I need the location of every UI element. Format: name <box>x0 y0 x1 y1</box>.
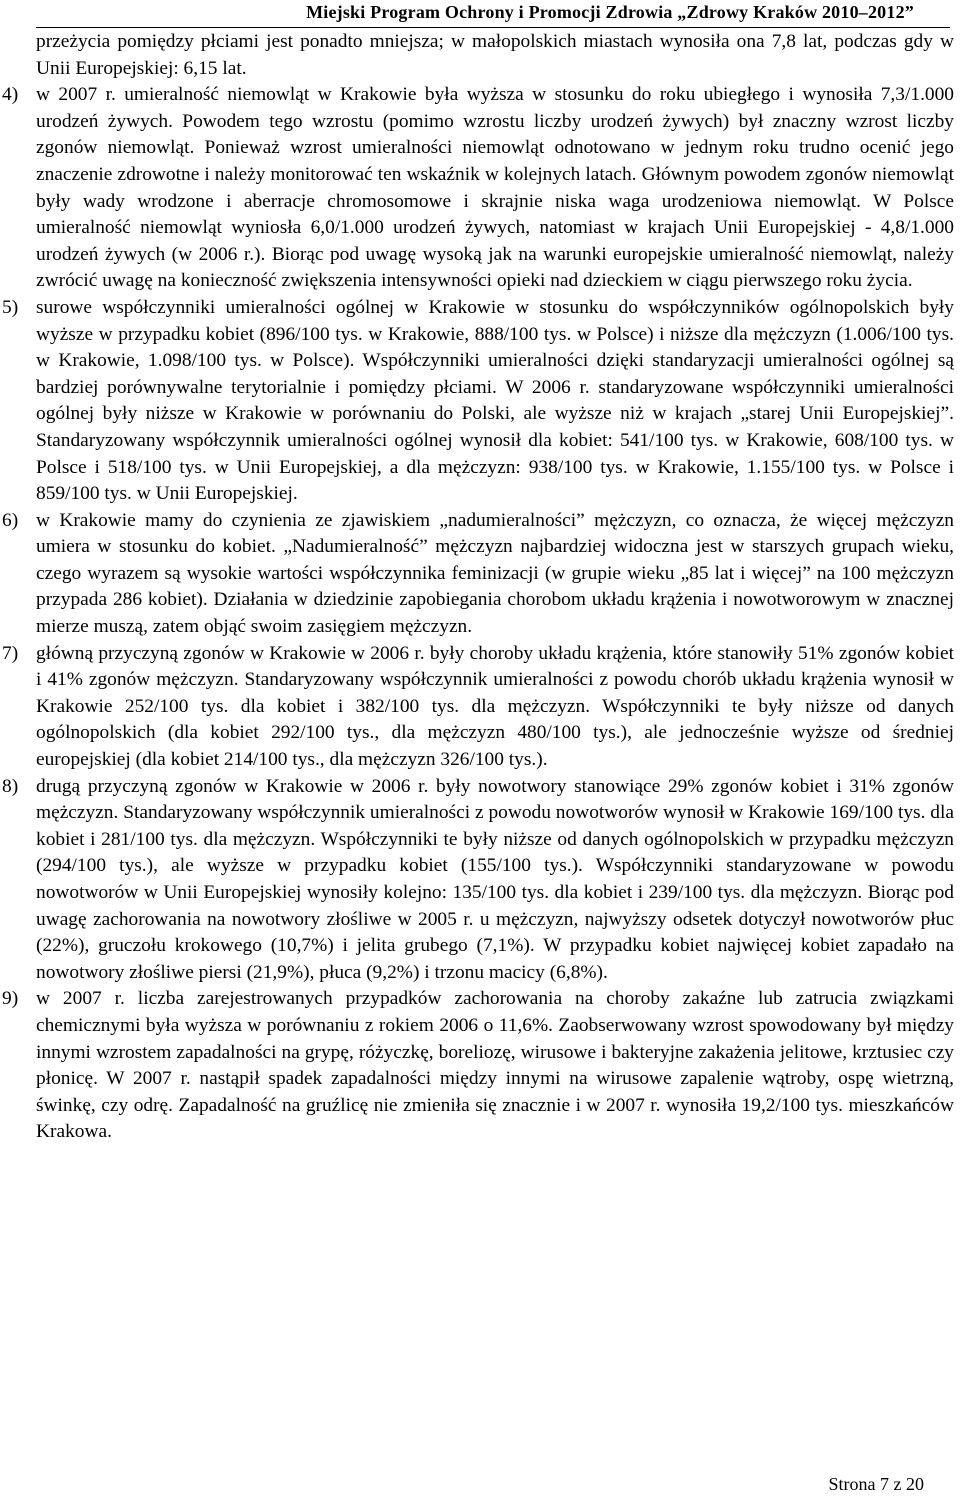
item-text: drugą przyczyną zgonów w Krakowie w 2006 r. były nowotwory stanowiące 29% zgonów kobiet i 31% zgonów mężczyzn. Standaryzowany współczynnik umieralności z powodu nowotworów wynosił w Krakowie 169/100 tys. dla kobiet i 281/100 tys. dla mężczyzn. Współczynniki te były niższe od danych ogólnopolskich w przypadku mężczyzn (294/100 tys.), ale wyższe w przypadku kobiet (155/100 tys.). Współczynniki standaryzowane w powodu nowotworów w Unii Europejskiej wynosiły kolejno: 135/100 tys. dla kobiet i 239/100 tys. dla mężczyzn. Biorąc pod uwagę zachorowania na nowotwory złośliwe w 2005 r. u mężczyzn, najwyższy odsetek dotyczył nowotworów płuc (22%), gruczołu krokowego (10,7%) i jelita grubego (7,1%). W przypadku kobiet najwięcej kobiet zapadało na nowotwory złośliwe piersi (21,9%), płuca (9,2%) i trzonu macicy (6,8%). <box>36 775 954 983</box>
item-text: w 2007 r. liczba zarejestrowanych przypadków zachorowania na choroby zakaźne lub zatrucia związkami chemicznymi była wyższa w porównaniu z rokiem 2006 o 11,6%. Zaobserwowany wzrost spowodowany był między innymi wzrostem zapadalności na grypę, różyczkę, boreliozę, wirusowe i bakteryjne zakażenia jelitowe, krztusiec czy płonicę. W 2007 r. nastąpił spadek zapadalności między innymi na wirusowe zapalenie wątroby, ospę wietrzną, świnkę, czy odrę. Zapadalność na gruźlicę nie zmieniła się znacznie i w 2007 r. wynosiła 19,2/100 tys. mieszkańców Krakowa. <box>36 988 954 1143</box>
list-item-7 <box>0 641 960 774</box>
list-item-5 <box>0 295 960 508</box>
header-rule <box>36 27 950 28</box>
item-number: 8) <box>2 775 19 797</box>
list-item-6 <box>0 508 960 641</box>
item-text: w 2007 r. umieralność niemowląt w Krakowie była wyższa w stosunku do roku ubiegłego i wynosiła 7,3/1.000 urodzeń żywych. Powodem tego wzrostu (pomimo wzrostu liczby urodzeń żywych) był znaczny wzrost liczby zgonów niemowląt. Ponieważ wzrost umieralności niemowląt odnotowano w jednym roku trudno ocenić jego znaczenie zdrowotne i należy monitorować ten wskaźnik w kolejnych latach. Głównym powodem zgonów niemowląt były wady wrodzone i aberracje chromosomowe i skrajnie niska waga urodzeniowa niemowląt. W Polsce umieralność niemowląt wyniosła 6,0/1.000 urodzeń żywych, natomiast w krajach Unii Europejskiej - 4,8/1.000 urodzeń żywych (w 2006 r.). Biorąc pod uwagę wysoką jak na warunki europejskie umieralność niemowląt, należy zwrócić uwagę na konieczność zwiększenia intensywności opieki nad dzieckiem w ciągu pierwszego roku życia. <box>36 84 954 292</box>
list-item-4 <box>0 82 960 295</box>
page-body <box>0 29 960 1146</box>
list-item-9 <box>0 986 960 1146</box>
item-text: główną przyczyną zgonów w Krakowie w 2006 r. były choroby układu krążenia, które stanowiły 51% zgonów kobiet i 41% zgonów mężczyzn. Standaryzowany współczynnik umieralności z powodu chorób układu krążenia wynosił w Krakowie 252/100 tys. dla kobiet i 382/100 tys. dla mężczyzn. Współczynniki te były niższe od danych ogólnopolskich (dla kobiet 292/100 tys., dla mężczyzn 480/100 tys.), ale jednocześnie wyższe od średniej europejskiej (dla kobiet 214/100 tys., dla mężczyzn 326/100 tys.). <box>36 642 954 771</box>
running-header: Miejski Program Ochrony i Promocji Zdrowia „Zdrowy Kraków 2010–2012” <box>306 2 914 22</box>
page-number: Strona 7 z 20 <box>828 1474 924 1494</box>
item-text: surowe współczynniki umieralności ogólnej w Krakowie w stosunku do współczynników ogólnopolskich były wyższe w przypadku kobiet (896/100 tys. w Krakowie, 888/100 tys. w Polsce) i niższe dla mężczyzn (1.006/100 tys. w Krakowie, 1.098/100 tys. w Polsce). Współczynniki umieralności dzięki standaryzacji umieralności ogólnej są bardziej porównywalne terytorialnie i pomiędzy płciami. W 2006 r. standaryzowane współczynniki umieralności ogólnej były niższe w Krakowie w porównaniu do Polski, ale wyższe niż w krajach „starej Unii Europejskiej”. Standaryzowany współczynnik umieralności ogólnej wynosił dla kobiet: 541/100 tys. w Krakowie, 608/100 tys. w Polsce i 518/100 tys. w Unii Europejskiej, a dla mężczyzn: 938/100 tys. w Krakowie, 1.155/100 tys. w Polsce i 859/100 tys. w Unii Europejskiej. <box>36 296 954 505</box>
item-number: 4) <box>2 84 19 106</box>
item-number: 9) <box>2 988 19 1010</box>
list-item-8 <box>0 774 960 987</box>
item-number: 7) <box>2 642 19 664</box>
item-number: 5) <box>2 296 19 318</box>
item-text: w Krakowie mamy do czynienia ze zjawiskiem „nadumieralności” mężczyzn, co oznacza, że więcej mężczyzn umiera w stosunku do kobiet. „Nadumieralność” mężczyzn najbardziej widoczna jest w starszych grupach wieku, czego wyrazem są wysokie wartości współczynnika feminizacji (w grupie wieku „85 lat i więcej” na 100 mężczyzn przypada 286 kobiet). Działania w dziedzinie zapobiegania chorobom układu krążenia i nowotworowym w znacznej mierze muszą, zatem objąć swoim zasięgiem mężczyzn. <box>36 509 954 638</box>
item-number: 6) <box>2 509 19 531</box>
intro-paragraph: przeżycia pomiędzy płciami jest ponadto mniejsza; w małopolskich miastach wynosiła ona 7,8 lat, podczas gdy w Unii Europejskiej: 6,15 lat. <box>36 31 954 79</box>
